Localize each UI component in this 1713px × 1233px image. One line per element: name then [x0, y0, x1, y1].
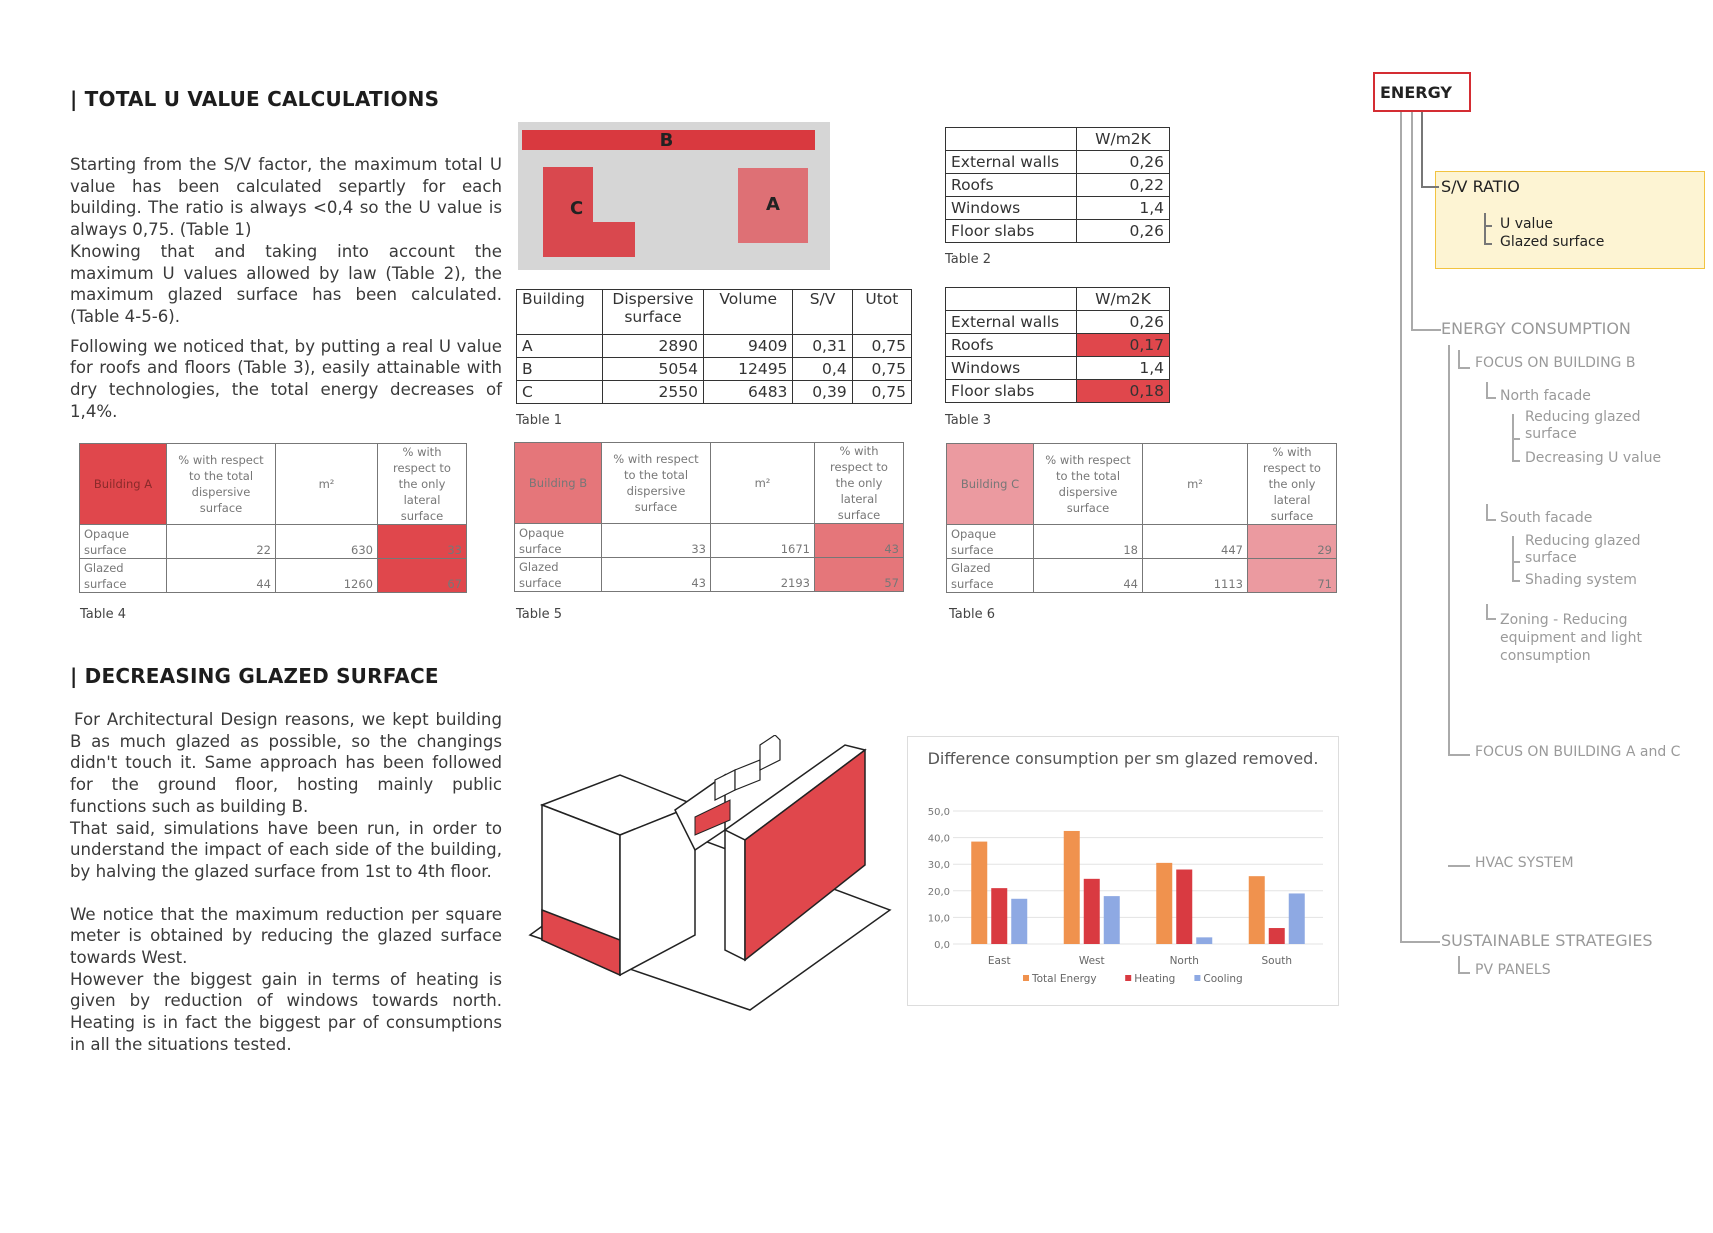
- cell: 0,26: [1077, 220, 1170, 243]
- tree-line: [1484, 243, 1492, 245]
- paragraph: Starting from the S/V factor, the maximum total U value has been calculated separtly for each building. The ratio is always <0,4 so the U value is always 0,75. (Table 1): [70, 155, 502, 240]
- cell: 9409: [704, 335, 793, 358]
- y-tick-label: 40,0: [927, 833, 950, 845]
- cell: Opaque surface: [515, 524, 602, 558]
- tree-line: [1486, 382, 1488, 398]
- table-row: [946, 151, 1170, 174]
- tree-south-facade: South facade: [1500, 510, 1593, 526]
- tree-line: [1512, 580, 1520, 582]
- paragraph: Following we noticed that, by putting a real U value for roofs and floors (Table 3), easily attainable with dry technologies, the total energy decreases of 1,4%.: [70, 336, 502, 421]
- table-header: [517, 290, 912, 335]
- cell-highlight: 67: [378, 559, 467, 593]
- table-2: [945, 127, 1170, 243]
- cell: 0,75: [852, 381, 911, 404]
- table-row: [517, 358, 912, 381]
- header-utot: Utot: [852, 290, 911, 335]
- paragraph: Knowing that and taking into account the maximum U values allowed by law (Table 2), the maximum glazed surface has been calculated. (Table 4-5-6).: [70, 241, 502, 326]
- tree-line: [1458, 956, 1460, 973]
- tree-energy-consumption: ENERGY CONSUMPTION: [1441, 319, 1631, 338]
- tree-line: [1458, 367, 1470, 369]
- cell-highlight: 33: [378, 525, 467, 559]
- cell: 43: [602, 558, 711, 592]
- unit-header: W/m2K: [1077, 128, 1170, 151]
- chart-title-text: Difference consumption per sm glazed removed.: [927, 749, 1319, 768]
- table-6-caption: Table 6: [949, 607, 996, 622]
- u-value-text: [70, 154, 502, 422]
- table-row: [515, 524, 904, 558]
- bar-west-total-energy: [1064, 831, 1080, 944]
- cell: 1,4: [1077, 357, 1170, 380]
- tree-line: [1486, 618, 1496, 620]
- header: m²: [1143, 444, 1248, 525]
- unit-header: W/m2K: [1077, 288, 1170, 311]
- legend-label: Total Energy: [1032, 973, 1097, 985]
- consumption-chart: [907, 736, 1339, 1006]
- cell: Windows: [946, 197, 1077, 220]
- table-row: [515, 558, 904, 592]
- site-plan: [518, 122, 830, 270]
- header-sv: S/V: [793, 290, 852, 335]
- tree-line: [1448, 865, 1470, 867]
- tree-sustainable: SUSTAINABLE STRATEGIES: [1441, 931, 1653, 950]
- tree-u-value: U value: [1500, 216, 1553, 232]
- cell-highlight: 43: [815, 524, 904, 558]
- x-category-label: South: [1261, 955, 1293, 967]
- tree-root-box: [1373, 72, 1471, 112]
- tree-line: [1486, 504, 1488, 520]
- glazed-text: [70, 709, 502, 1056]
- cell-highlight: 57: [815, 558, 904, 592]
- cell: 2890: [603, 335, 704, 358]
- tree-sv-ratio: S/V RATIO: [1441, 177, 1520, 196]
- tree-focus-ac: FOCUS ON BUILDING A and C: [1475, 744, 1681, 760]
- header-dispersive: Dispersive surface: [603, 290, 704, 335]
- cell: 447: [1143, 525, 1248, 559]
- header: % with respect to the total dispersive surface: [602, 443, 711, 524]
- cell: 44: [167, 559, 276, 593]
- header-volume: Volume: [704, 290, 793, 335]
- table-row: [947, 525, 1337, 559]
- table-4: [79, 443, 467, 593]
- legend-label: Heating: [1134, 973, 1176, 985]
- table-row: [80, 525, 467, 559]
- bar-south-cooling: [1289, 893, 1305, 944]
- tree-line: [1421, 186, 1439, 188]
- table-header: [80, 444, 467, 525]
- tree-glazed-surface: Glazed surface: [1500, 234, 1605, 250]
- tree-decreasing-u: Decreasing U value: [1525, 450, 1662, 466]
- table-row: [947, 559, 1337, 593]
- header-building: Building: [517, 290, 603, 335]
- header: % with respect to the total dispersive surface: [167, 444, 276, 525]
- cell: Opaque surface: [80, 525, 167, 559]
- table-4-caption: Table 4: [80, 607, 127, 622]
- cell: 2550: [603, 381, 704, 404]
- cell: 44: [1034, 559, 1143, 593]
- cell: 0,4: [793, 358, 852, 381]
- cell-highlight: 0,18: [1077, 380, 1170, 403]
- cell: Glazed surface: [947, 559, 1034, 593]
- y-tick-label: 30,0: [927, 860, 950, 872]
- table-header: [947, 444, 1337, 525]
- tree-line: [1400, 112, 1402, 942]
- chart-plot: [908, 737, 1338, 1005]
- table-row: [946, 174, 1170, 197]
- tree-line: [1512, 438, 1520, 440]
- bar-west-heating: [1084, 879, 1100, 944]
- legend-swatch: [1194, 975, 1200, 981]
- bar-north-cooling: [1196, 937, 1212, 944]
- cell: 0,31: [793, 335, 852, 358]
- tree-line: [1484, 225, 1492, 227]
- table-row: [946, 380, 1170, 403]
- table-row: [946, 220, 1170, 243]
- bar-west-cooling: [1104, 896, 1120, 944]
- bar-east-cooling: [1011, 899, 1027, 944]
- tree-shading: Shading system: [1525, 572, 1637, 588]
- cell: A: [517, 335, 603, 358]
- tree-line: [1512, 561, 1520, 563]
- table-row: [946, 311, 1170, 334]
- bar-east-total-energy: [971, 842, 987, 944]
- y-tick-label: 20,0: [927, 886, 950, 898]
- tree-line: [1448, 754, 1470, 756]
- table-row: [80, 559, 467, 593]
- header: m²: [711, 443, 815, 524]
- table-header: [515, 443, 904, 524]
- cell: C: [517, 381, 603, 404]
- paragraph: For Architectural Design reasons, we kept building B as much glazed as possible, so the changings didn't touch it. Same approach has been followed for the ground floor, hosting mainly public functions such as building B.: [70, 710, 502, 816]
- table-header: [946, 288, 1170, 311]
- tree-line: [1486, 397, 1496, 399]
- tree-zoning: Zoning - Reducing equipment and light consumption: [1500, 612, 1643, 664]
- tree-line: [1486, 604, 1488, 619]
- cell: 22: [167, 525, 276, 559]
- cell-highlight: 0,17: [1077, 334, 1170, 357]
- table-3-caption: Table 3: [945, 413, 992, 428]
- cell: 1,4: [1077, 197, 1170, 220]
- cell: 12495: [704, 358, 793, 381]
- cell: Roofs: [946, 174, 1077, 197]
- table-5-caption: Table 5: [516, 607, 563, 622]
- tree-line: [1458, 350, 1460, 368]
- header: % with respect to the only lateral surface: [815, 443, 904, 524]
- table-6: [946, 443, 1337, 593]
- building-axonometric: [520, 735, 900, 1015]
- cell: 1671: [711, 524, 815, 558]
- legend-label: Cooling: [1203, 973, 1243, 985]
- header: m²: [276, 444, 378, 525]
- x-category-label: East: [987, 955, 1011, 967]
- cell-highlight: 29: [1248, 525, 1337, 559]
- bar-north-heating: [1176, 870, 1192, 944]
- tree-line: [1421, 112, 1423, 186]
- building-header: Building C: [947, 444, 1034, 525]
- tree-line: [1411, 112, 1413, 330]
- cell: External walls: [946, 311, 1077, 334]
- cell: External walls: [946, 151, 1077, 174]
- tree-line: [1448, 345, 1450, 755]
- table-row: [517, 381, 912, 404]
- bar-south-heating: [1269, 928, 1285, 944]
- header: % with respect to the only lateral surface: [378, 444, 467, 525]
- tree-line: [1512, 460, 1520, 462]
- y-tick-label: 10,0: [927, 913, 950, 925]
- cell: 6483: [704, 381, 793, 404]
- y-tick-label: 50,0: [927, 807, 950, 818]
- building-c-label: C: [570, 198, 584, 219]
- tree-pv-panels: PV PANELS: [1475, 962, 1551, 978]
- building-header: Building A: [80, 444, 167, 525]
- cell: 0,39: [793, 381, 852, 404]
- cell: 2193: [711, 558, 815, 592]
- tree-hvac: HVAC SYSTEM: [1475, 855, 1574, 871]
- building-b-label: B: [659, 130, 674, 151]
- building-a-label: A: [766, 194, 780, 215]
- table-row: [946, 334, 1170, 357]
- tree-reducing-glazed: Reducing glazed surface: [1525, 409, 1641, 442]
- tree-line: [1512, 536, 1514, 581]
- cell: 5054: [603, 358, 704, 381]
- table-header: [946, 128, 1170, 151]
- cell: 18: [1034, 525, 1143, 559]
- tree-reducing-glazed-2: Reducing glazed surface: [1525, 533, 1641, 566]
- table-row: [517, 335, 912, 358]
- cell: 0,75: [852, 335, 911, 358]
- x-category-label: North: [1169, 955, 1199, 967]
- cell: Glazed surface: [80, 559, 167, 593]
- header: % with respect to the only lateral surface: [1248, 444, 1337, 525]
- cell: Floor slabs: [946, 220, 1077, 243]
- paragraph: That said, simulations have been run, in order to understand the impact of each side of the building, by halving the glazed surface from 1st to 4th floor.: [70, 818, 502, 881]
- cell: Glazed surface: [515, 558, 602, 592]
- cell: 1260: [276, 559, 378, 593]
- bar-north-total-energy: [1156, 863, 1172, 944]
- table-2-caption: Table 2: [945, 252, 992, 267]
- building-header: Building B: [515, 443, 602, 524]
- cell: 0,26: [1077, 151, 1170, 174]
- table-row: [946, 197, 1170, 220]
- bar-south-total-energy: [1249, 876, 1265, 944]
- section-title-u-value: | TOTAL U VALUE CALCULATIONS: [70, 87, 440, 111]
- cell-highlight: 71: [1248, 559, 1337, 593]
- cell: B: [517, 358, 603, 381]
- table-row: [946, 357, 1170, 380]
- cell: Opaque surface: [947, 525, 1034, 559]
- cell: Floor slabs: [946, 380, 1077, 403]
- tree-root-label: ENERGY: [1380, 83, 1452, 102]
- y-tick-label: 0,0: [934, 940, 950, 951]
- bar-east-heating: [991, 888, 1007, 944]
- cell: Roofs: [946, 334, 1077, 357]
- table-1: [516, 289, 912, 404]
- paragraph: However the biggest gain in terms of heating is given by reduction of windows towards north. Heating is in fact the biggest par of consumptions in all the situations tested.: [70, 969, 502, 1054]
- cell: 0,75: [852, 358, 911, 381]
- tree-line: [1484, 213, 1486, 244]
- cell: Windows: [946, 357, 1077, 380]
- legend-swatch: [1125, 975, 1131, 981]
- tree-focus-b: FOCUS ON BUILDING B: [1475, 355, 1636, 371]
- tree-line: [1400, 941, 1440, 943]
- legend-swatch: [1023, 975, 1029, 981]
- cell: [946, 288, 1077, 311]
- tree-line: [1486, 519, 1496, 521]
- header: % with respect to the total dispersive surface: [1034, 444, 1143, 525]
- x-category-label: West: [1078, 955, 1105, 967]
- table-3: [945, 287, 1170, 403]
- table-5: [514, 442, 904, 592]
- tree-line: [1458, 972, 1470, 974]
- paragraph: We notice that the maximum reduction per square meter is obtained by reducing the glazed surface towards West.: [70, 904, 502, 968]
- cell: 33: [602, 524, 711, 558]
- cell: 0,26: [1077, 311, 1170, 334]
- table-1-caption: Table 1: [516, 413, 563, 428]
- tree-north-facade: North facade: [1500, 388, 1591, 404]
- tree-line: [1411, 329, 1441, 331]
- cell: 630: [276, 525, 378, 559]
- section-title-glazed: | DECREASING GLAZED SURFACE: [70, 664, 439, 688]
- cell: [946, 128, 1077, 151]
- cell: 1113: [1143, 559, 1248, 593]
- cell: 0,22: [1077, 174, 1170, 197]
